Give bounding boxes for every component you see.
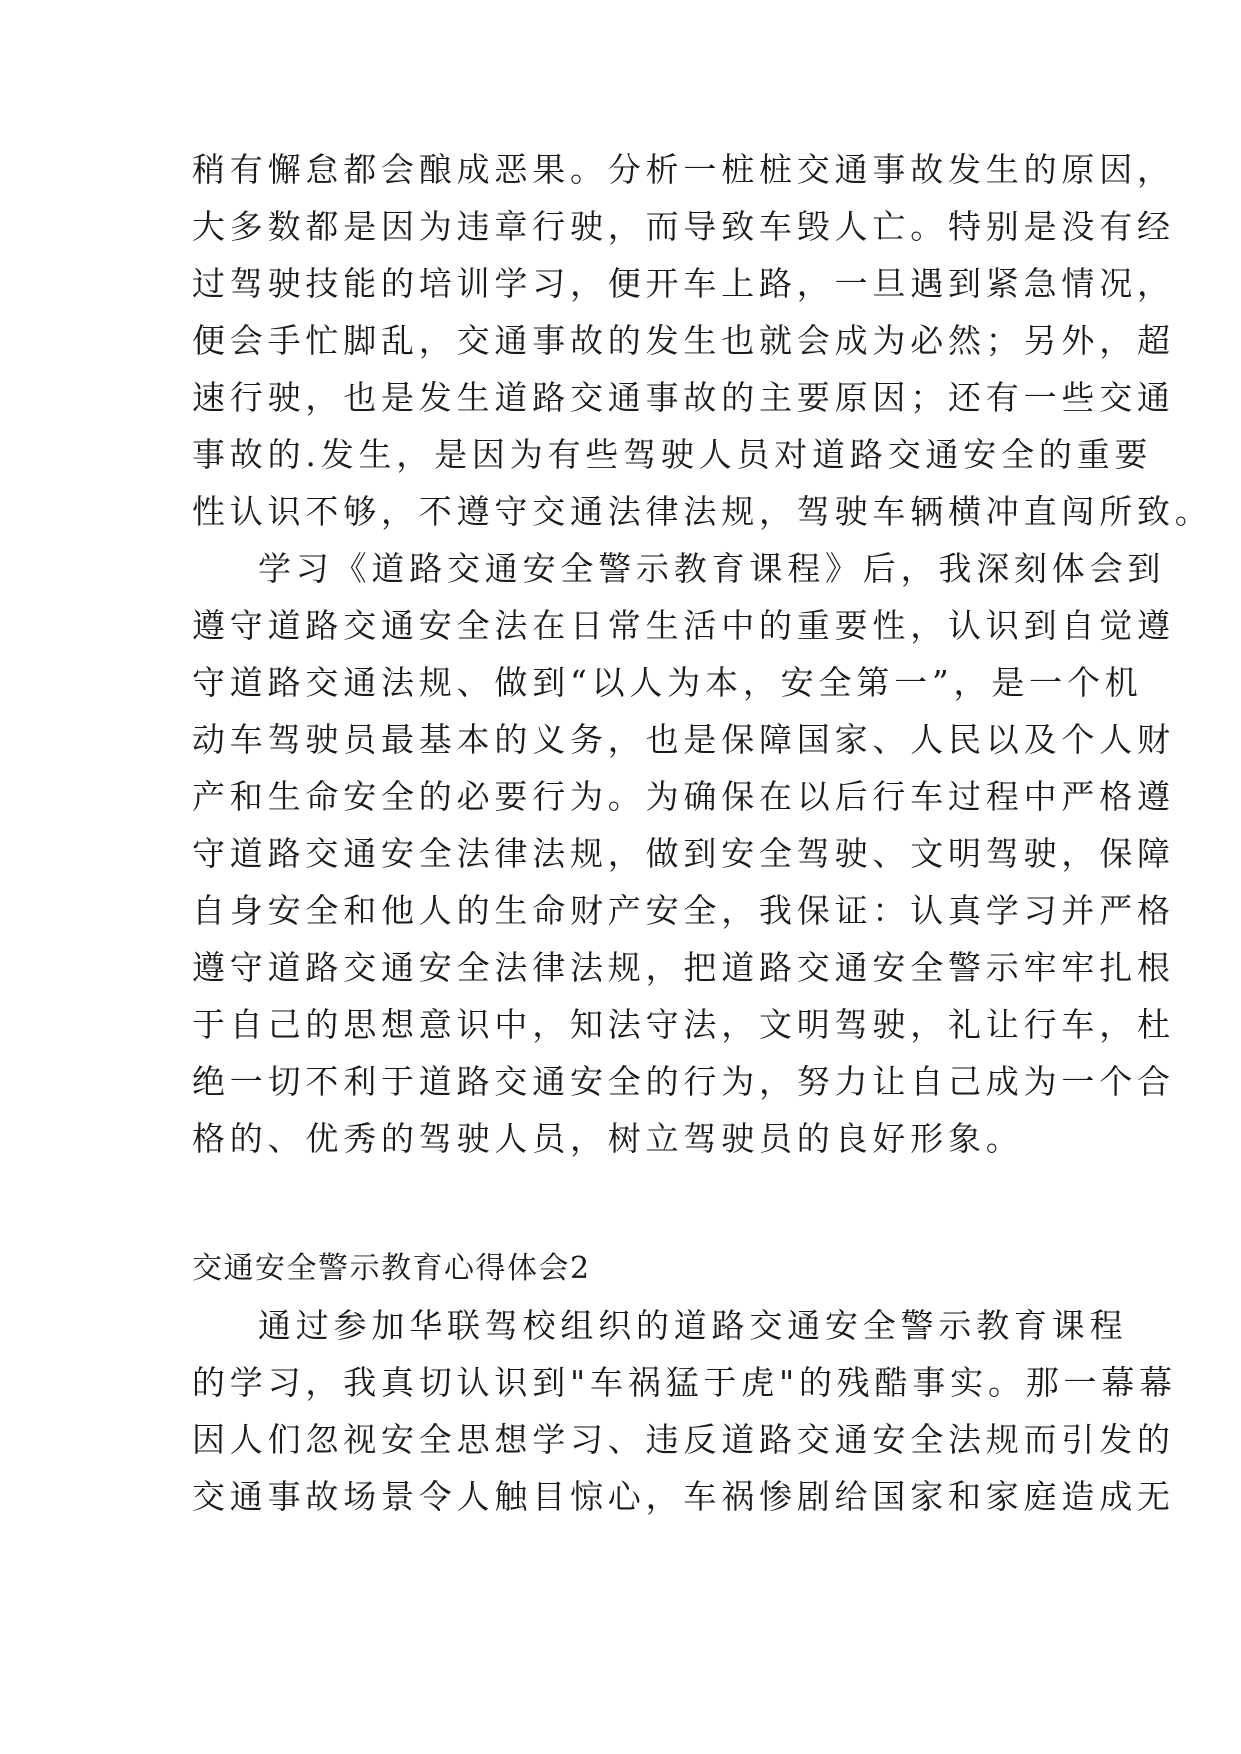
paragraph-line: 便会手忙脚乱，交通事故的发生也就会成为必然；另外，超 bbox=[192, 321, 1175, 360]
paragraph-line: 事故的.发生，是因为有些驾驶人员对道路交通安全的重要 bbox=[192, 435, 1153, 474]
paragraph-line: 速行驶，也是发生道路交通事故的主要原因；还有一些交通 bbox=[192, 378, 1175, 417]
paragraph-line: 动车驾驶员最基本的义务，也是保障国家、人民以及个人财 bbox=[192, 720, 1175, 759]
paragraph-line: 性认识不够，不遵守交通法律法规，驾驶车辆横冲直闯所致。 bbox=[192, 492, 1213, 531]
paragraph-line: 大多数都是因为违章行驶，而导致车毁人亡。特别是没有经 bbox=[192, 207, 1175, 246]
paragraph-line: 产和生命安全的必要行为。为确保在以后行车过程中严格遵 bbox=[192, 777, 1175, 816]
section-heading: 交通安全警示教育心得体会2 bbox=[192, 1251, 591, 1286]
paragraph-line: 于自己的思想意识中，知法守法，文明驾驶，礼让行车，杜 bbox=[192, 1005, 1175, 1044]
paragraph-line: 过驾驶技能的培训学习，便开车上路，一旦遇到紧急情况， bbox=[192, 264, 1175, 303]
paragraph-line: 遵守道路交通安全法律法规，把道路交通安全警示牢牢扎根 bbox=[192, 948, 1175, 987]
paragraph-line: 因人们忽视安全思想学习、违反道路交通安全法规而引发的 bbox=[192, 1420, 1175, 1459]
paragraph-line: 绝一切不利于道路交通安全的行为，努力让自己成为一个合 bbox=[192, 1062, 1175, 1101]
paragraph-line: 交通事故场景令人触目惊心，车祸惨剧给国家和家庭造成无 bbox=[192, 1477, 1175, 1516]
paragraph-line: 遵守道路交通安全法在日常生活中的重要性，认识到自觉遵 bbox=[192, 606, 1175, 645]
paragraph-line: 通过参加华联驾校组织的道路交通安全警示教育课程 bbox=[258, 1306, 1128, 1345]
paragraph-line: 格的、优秀的驾驶人员，树立驾驶员的良好形象。 bbox=[192, 1119, 1024, 1158]
paragraph-line: 守道路交通法规、做到“以人为本，安全第一”，是一个机 bbox=[192, 663, 1143, 702]
paragraph-line: 守道路交通安全法律法规，做到安全驾驶、文明驾驶，保障 bbox=[192, 834, 1175, 873]
paragraph-line: 稍有懈怠都会酿成恶果。分析一桩桩交通事故发生的原因， bbox=[192, 150, 1175, 189]
paragraph-line: 学习《道路交通安全警示教育课程》后，我深刻体会到 bbox=[258, 549, 1166, 588]
paragraph-line: 的学习，我真切认识到"车祸猛于虎"的残酷事实。那一幕幕 bbox=[192, 1363, 1177, 1402]
paragraph-line: 自身安全和他人的生命财产安全，我保证：认真学习并严格 bbox=[192, 891, 1175, 930]
